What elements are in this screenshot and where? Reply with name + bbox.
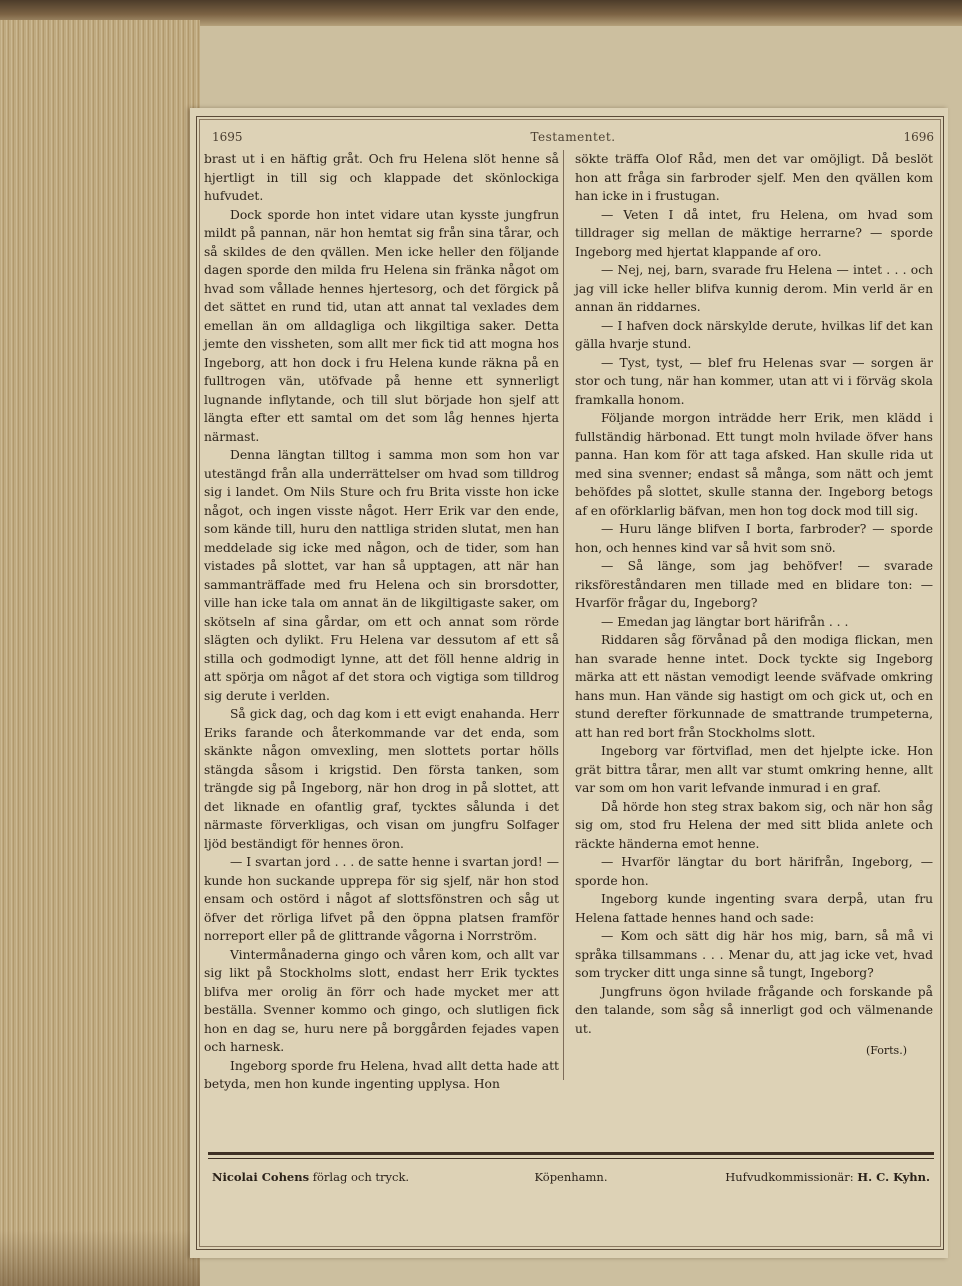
paragraph: Riddaren såg förvånad på den modiga flickan, men han svarade henne intet. Dock tyckte sig Ingeborg märka att ett nästan vemodigt leende sväfvade omkring hans mun. Han vände sig hastigt om och gick ut, och en stund derefter förkunnade de smattrande trumpeterna, att han red bort från Stockholms slott.	[575, 633, 933, 740]
paragraph: Följande morgon inträdde herr Erik, men klädd i fullständig härbonad. Ett tungt moln hvilade öfver hans panna. Han kom för att taga afsked. Han skulle rida ut med sina svenner; endast så många, som nätt och jemt behöfdes på slottet, skulle stanna der. Ingeborg betogs af en oförklarlig bäfvan, men hon tog dock mod till sig.	[575, 411, 933, 518]
paragraph: Då hörde hon steg strax bakom sig, och när hon såg sig om, stod fru Helena der med sitt blida anlete och räckte händerna emot henne.	[575, 799, 933, 851]
paragraph: — Emedan jag längtar bort härifrån . . .	[601, 614, 849, 629]
paragraph: — I svartan jord . . . de satte henne i svartan jord! — kunde hon suckande upprepa för sig sjelf, när hon stod ensam och ostörd i något af slottsfönstren och såg ut öfver det rörliga lifvet på den öppna platsen framför norreport eller på de glittrande vågorna i Norrström.	[204, 855, 559, 943]
paragraph: Jungfruns ögon hvilade frågande och forskande på den talande, som såg så innerligt god och välmenande ut.	[575, 984, 933, 1036]
right-column	[575, 150, 933, 1061]
book-edge-shadow	[0, 1230, 200, 1286]
running-header	[212, 130, 934, 152]
paragraph: Ingeborg sporde fru Helena, hvad allt detta hade att betyda, men hon kunde ingenting upplysa. Hon	[204, 1058, 559, 1091]
printed-page	[190, 108, 948, 1258]
paragraph: — Nej, nej, barn, svarade fru Helena — intet . . . och jag vill icke heller blifva kunnig derom. Min verld är en annan än riddarnes.	[575, 263, 933, 314]
paragraph: — I hafven dock närskylde derute, hvilkas lif det kan gälla hvarje stund.	[575, 318, 933, 351]
paragraph: — Kom och sätt dig här hos mig, barn, så må vi språka tillsammans . . . Menar du, att jag icke vet, hvad som trycker ditt unga sinne så tungt, Ingeborg?	[575, 929, 933, 980]
commission-agent	[725, 1170, 930, 1184]
page-number-right: 1696	[903, 130, 934, 144]
paragraph: sökte träffa Olof Råd, men det var omöjligt. Då beslöt hon att fråga sin farbroder sjelf. Men den qvällen kom han icke in i frustugan.	[575, 152, 933, 203]
left-column	[204, 150, 559, 1094]
paragraph: Dock sporde hon intet vidare utan kysste jungfrun mildt på pannan, när hon hemtat sig från sina tårar, och så skildes de den qvällen. Men icke heller den följande dagen sporde den milda fru Helena sin fränka något om hvad som vållade hennes hjertesorg, och det förgick på det sättet en rund tid, utan att annat tal vexlades dem emellan än om alldagliga och likgiltiga saker. Detta jemte den vissheten, som allt mer fick tid att mogna hos Ingeborg, att hon dock i fru Helena kunde räkna på en fulltrogen vän, utöfvade på henne ett synnerligt lugnande inflytande, och till slut började hon sjelf att längta efter ett samtal om det som låg hennes hjerta närmast.	[204, 207, 559, 444]
paragraph: — Hvarför längtar du bort härifrån, Ingeborg, — sporde hon.	[575, 855, 933, 888]
paragraph: Ingeborg var förtviflad, men det hjelpte icke. Hon grät bittra tårar, men allt var stumt omkring henne, allt var som om hon varit lefvande inmurad i en graf.	[575, 744, 933, 795]
paragraph: Så gick dag, och dag kom i ett evigt enahanda. Herr Eriks farande och återkommande var det enda, som skänkte någon omvexling, men slottets portar hölls stängda såsom i krigstid. Den första tanken, som trängde sig på Ingeborg, när hon drog in på slottet, att det liknade en ofantlig graf, tycktes sålunda i det närmaste förverkligas, och visan om jungfru Solfager ljöd beständigt för hennes öron.	[204, 707, 559, 851]
running-title: Testamentet.	[530, 130, 616, 144]
book-page-edges	[0, 20, 200, 1286]
footer-rule-thin	[208, 1158, 934, 1159]
agent-name: H. C. Kyhn.	[857, 1170, 930, 1184]
paragraph: — Veten I då intet, fru Helena, om hvad som tilldrager sig mellan de mäktige herrarne? — sporde Ingeborg med hjertat klappande af oro.	[575, 207, 933, 259]
paragraph: brast ut i en häftig gråt. Och fru Helena slöt henne så hjertligt in till sig och klappade det skönlockiga hufvudet.	[204, 152, 559, 203]
paragraph: Vintermånaderna gingo och våren kom, och allt var sig likt på Stockholms slott, endast herr Erik tycktes blifva mer orolig än förr och hade mycket mer att beställa. Svenner kommo och gingo, och slutligen fick hon en dag se, huru nere på borggården fejades vapen och harnesk.	[204, 947, 559, 1054]
paragraph: — Tyst, tyst, — blef fru Helenas svar — sorgen är stor och tung, när han kommer, utan att vi i förväg skola framkalla honom.	[575, 355, 933, 407]
column-divider	[563, 150, 564, 1080]
paragraph: — Så länge, som jag behöfver! — svarade riksföreståndaren men tillade med en blidare ton: — Hvarför frågar du, Ingeborg?	[575, 559, 933, 610]
publisher-name: Nicolai Cohens	[212, 1170, 310, 1184]
page-number-left: 1695	[212, 130, 243, 144]
paragraph: — Huru länge blifven I borta, farbroder? — sporde hon, och hennes kind var så hvit som snö.	[575, 522, 933, 555]
agent-label: Hufvudkommissionär:	[725, 1170, 858, 1184]
imprint-footer	[212, 1170, 930, 1188]
imprint-city: Köpenhamn.	[534, 1170, 608, 1184]
footer-rule-thick	[208, 1152, 934, 1155]
publisher-suffix: förlag och tryck.	[309, 1170, 410, 1184]
paragraph: Ingeborg kunde ingenting svara derpå, utan fru Helena fattade hennes hand och sade:	[575, 892, 933, 925]
paragraph: Denna längtan tilltog i samma mon som hon var utestängd från alla underrättelser om hvad som tilldrog sig i landet. Om Nils Sture och fru Brita visste hon icke något, och ingen visste något. Herr Erik var den ende, som kände till, huru den nattliga striden slutat, men han meddelade sig icke med någon, och de tider, som han vistades på slottet, var han så upptagen, att när han sammanträffade med fru Helena och sin brorsdotter, ville han icke tala om annat än de likgiltigaste saker, om skötseln af sina gårdar, om ett och annat som rörde slägten och dylikt. Fru Helena var dessutom af ett så stilla och godmodigt lynne, att det föll henne aldrig in att spörja om något af det stora och vigtiga som tilldrog sig derute i verlden.	[204, 448, 559, 703]
continued-note: (Forts.)	[865, 1044, 907, 1057]
